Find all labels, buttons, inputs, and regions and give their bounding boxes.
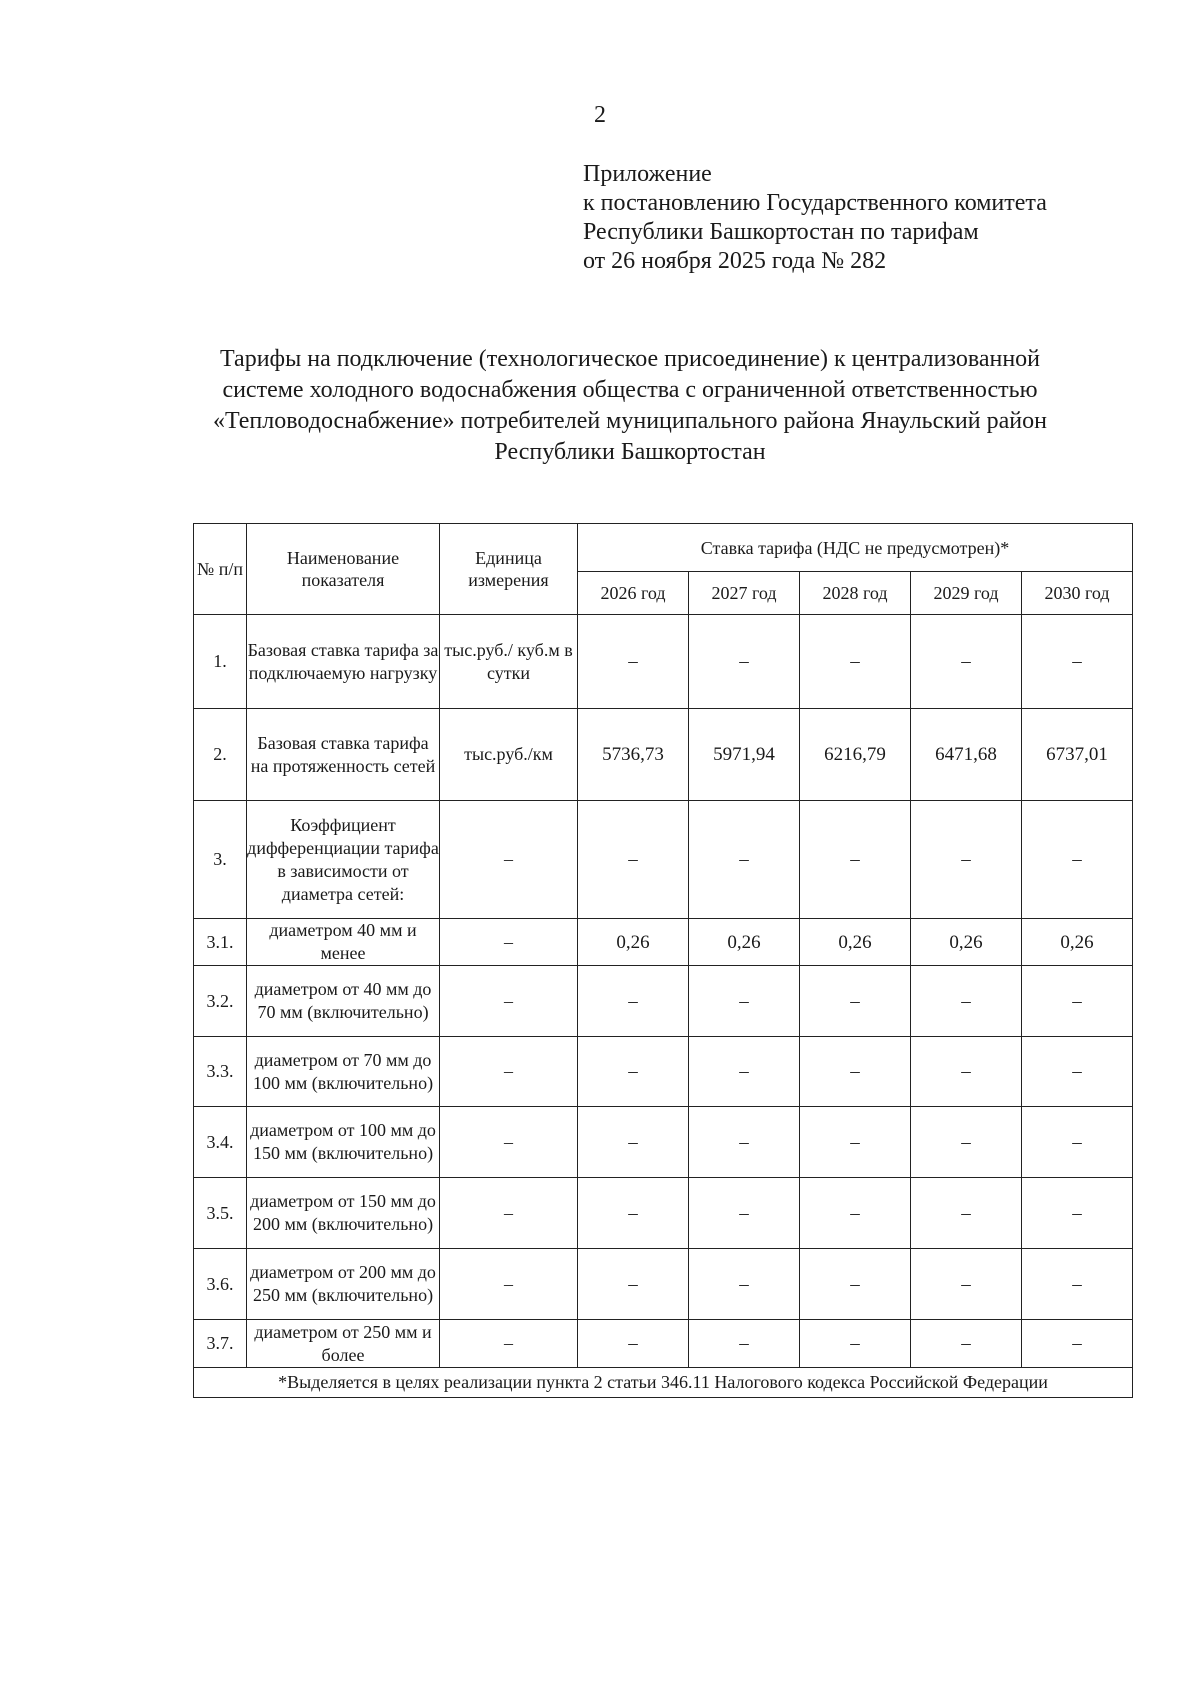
table-row <box>194 615 1133 709</box>
table-row <box>194 1249 1133 1320</box>
row-value: 5971,94 <box>689 709 800 801</box>
row-value: – <box>1022 1107 1133 1178</box>
row-num: 3.6. <box>194 1249 247 1320</box>
row-value: – <box>1022 1320 1133 1368</box>
tariff-table <box>193 523 1133 1398</box>
row-name: Коэффициент дифференциации тарифа в зависимости от диаметра сетей: <box>247 801 440 919</box>
row-value: – <box>689 1178 800 1249</box>
row-value: – <box>911 1178 1022 1249</box>
appendix-line: от 26 ноября 2025 года № 282 <box>583 248 887 274</box>
row-value: – <box>689 1249 800 1320</box>
row-num: 3.4. <box>194 1107 247 1178</box>
row-num: 3. <box>194 801 247 919</box>
row-name: диаметром от 250 мм и более <box>247 1320 440 1368</box>
row-value: – <box>800 1107 911 1178</box>
title-line: системе холодного водоснабжения общества с ограниченной ответственностью <box>222 377 1038 403</box>
header-year: 2028 год <box>800 572 911 615</box>
row-unit: тыс.руб./ куб.м в сутки <box>440 615 578 709</box>
row-num: 3.2. <box>194 966 247 1037</box>
row-value: 0,26 <box>911 919 1022 966</box>
row-unit: – <box>440 1037 578 1107</box>
row-value: 6471,68 <box>911 709 1022 801</box>
row-name: диаметром от 100 мм до 150 мм (включительно) <box>247 1107 440 1178</box>
header-name: Наименование показателя <box>247 524 440 615</box>
table-row <box>194 1107 1133 1178</box>
row-value: – <box>689 615 800 709</box>
table-row <box>194 1178 1133 1249</box>
row-value: – <box>1022 1249 1133 1320</box>
row-num: 1. <box>194 615 247 709</box>
document-title <box>150 344 1110 468</box>
row-value: – <box>1022 801 1133 919</box>
row-unit: – <box>440 801 578 919</box>
row-value: 6216,79 <box>800 709 911 801</box>
row-value: – <box>1022 966 1133 1037</box>
row-value: 5736,73 <box>578 709 689 801</box>
row-num: 2. <box>194 709 247 801</box>
row-value: – <box>911 1320 1022 1368</box>
row-value: – <box>800 966 911 1037</box>
table-row <box>194 1320 1133 1368</box>
row-value: – <box>800 1037 911 1107</box>
row-num: 3.5. <box>194 1178 247 1249</box>
row-value: – <box>689 801 800 919</box>
row-value: – <box>578 966 689 1037</box>
title-line: Тарифы на подключение (технологическое присоединение) к централизованной <box>219 346 1041 372</box>
row-unit: – <box>440 1107 578 1178</box>
row-value: – <box>1022 615 1133 709</box>
row-name: диаметром от 40 мм до 70 мм (включительно) <box>247 966 440 1037</box>
row-unit: тыс.руб./км <box>440 709 578 801</box>
row-value: – <box>689 1320 800 1368</box>
row-value: – <box>911 801 1022 919</box>
table-row <box>194 801 1133 919</box>
table-row <box>194 966 1133 1037</box>
header-year: 2026 год <box>578 572 689 615</box>
row-value: – <box>689 966 800 1037</box>
row-value: – <box>578 1037 689 1107</box>
row-value: – <box>689 1107 800 1178</box>
row-value: – <box>800 1320 911 1368</box>
row-value: – <box>578 801 689 919</box>
table-row <box>194 709 1133 801</box>
row-value: – <box>578 1107 689 1178</box>
row-value: 0,26 <box>689 919 800 966</box>
title-line: Республики Башкортостан <box>494 439 766 465</box>
row-unit: – <box>440 966 578 1037</box>
row-value: – <box>578 1320 689 1368</box>
row-value: – <box>800 1178 911 1249</box>
page-number: 2 <box>594 102 606 128</box>
row-name: диаметром от 70 мм до 100 мм (включительно) <box>247 1037 440 1107</box>
row-value: – <box>911 966 1022 1037</box>
row-value: – <box>800 615 911 709</box>
row-value: – <box>911 1037 1022 1107</box>
row-value: 0,26 <box>800 919 911 966</box>
table-row <box>194 1037 1133 1107</box>
row-value: – <box>689 1037 800 1107</box>
row-value: 0,26 <box>1022 919 1133 966</box>
row-value: – <box>800 1249 911 1320</box>
row-value: – <box>578 615 689 709</box>
appendix-line: Республики Башкортостан по тарифам <box>583 219 979 245</box>
row-value: – <box>911 615 1022 709</box>
row-value: 0,26 <box>578 919 689 966</box>
row-name: Базовая ставка тарифа за подключаемую нагрузку <box>247 615 440 709</box>
table-row <box>194 919 1133 966</box>
header-rate: Ставка тарифа (НДС не предусмотрен)* <box>578 524 1133 572</box>
header-year: 2029 год <box>911 572 1022 615</box>
row-value: 6737,01 <box>1022 709 1133 801</box>
row-value: – <box>1022 1037 1133 1107</box>
row-name: Базовая ставка тарифа на протяженность сетей <box>247 709 440 801</box>
row-value: – <box>578 1178 689 1249</box>
row-value: – <box>800 801 911 919</box>
row-value: – <box>578 1249 689 1320</box>
header-unit: Единица измерения <box>440 524 578 615</box>
table-footnote: *Выделяется в целях реализации пункта 2 статьи 346.11 Налогового кодекса Российской Федерации <box>194 1368 1133 1398</box>
row-name: диаметром от 150 мм до 200 мм (включительно) <box>247 1178 440 1249</box>
row-name: диаметром 40 мм и менее <box>247 919 440 966</box>
row-unit: – <box>440 1178 578 1249</box>
row-value: – <box>1022 1178 1133 1249</box>
row-num: 3.3. <box>194 1037 247 1107</box>
row-unit: – <box>440 919 578 966</box>
appendix-block <box>583 160 1047 276</box>
appendix-line: к постановлению Государственного комитета <box>583 190 1047 216</box>
row-value: – <box>911 1107 1022 1178</box>
header-year: 2027 год <box>689 572 800 615</box>
row-unit: – <box>440 1249 578 1320</box>
row-num: 3.7. <box>194 1320 247 1368</box>
row-num: 3.1. <box>194 919 247 966</box>
row-unit: – <box>440 1320 578 1368</box>
title-line: «Тепловодоснабжение» потребителей муниципального района Янаульский район <box>213 408 1047 434</box>
header-year: 2030 год <box>1022 572 1133 615</box>
appendix-line: Приложение <box>583 161 712 187</box>
row-name: диаметром от 200 мм до 250 мм (включительно) <box>247 1249 440 1320</box>
row-value: – <box>911 1249 1022 1320</box>
header-num: № п/п <box>194 524 247 615</box>
